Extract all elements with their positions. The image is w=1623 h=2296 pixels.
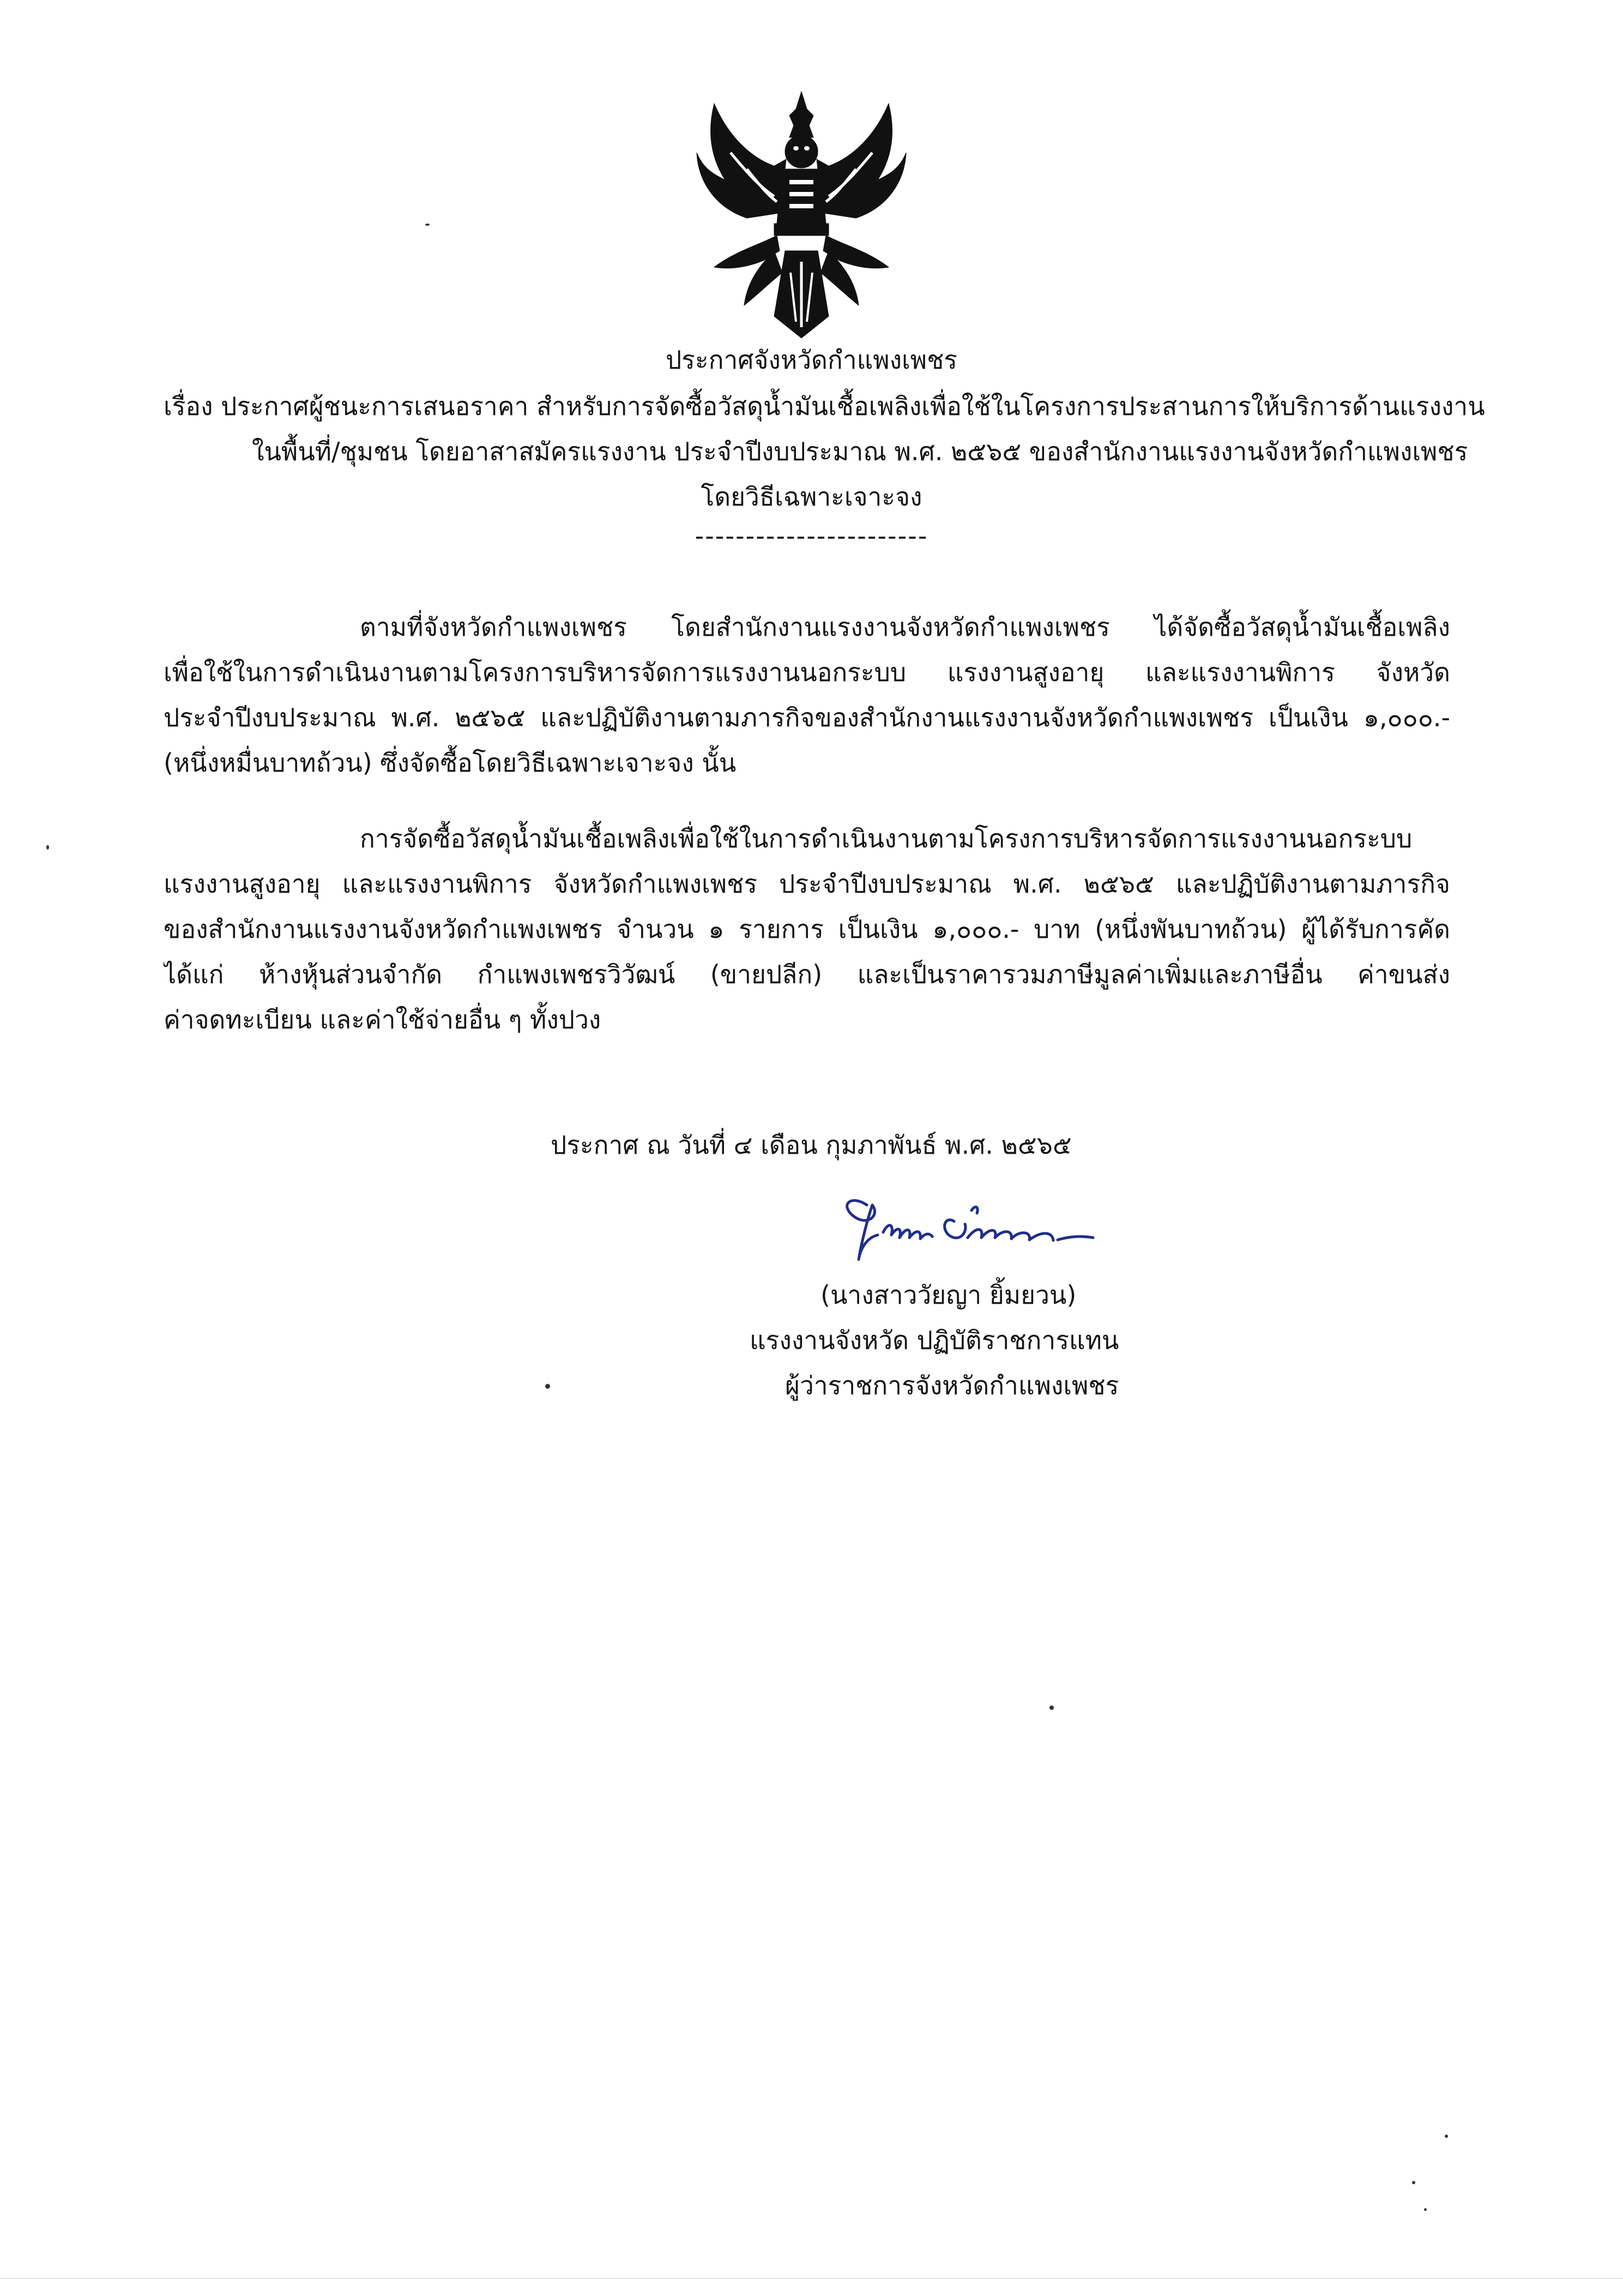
scan-speck [1445, 2135, 1448, 2138]
scan-speck [1049, 1706, 1054, 1710]
garuda-emblem-icon [692, 87, 910, 344]
subject-line: ในพื้นที่/ชุมชน โดยอาสาสมัครแรงงาน ประจำปีงบประมาณ พ.ศ. ๒๕๖๕ ของสำนักงานแรงงานจังหวัดกำแพงเพชร [252, 437, 1468, 466]
signer-position: แรงงานจังหวัด ปฏิบัติราชการแทน [750, 1325, 1119, 1355]
paragraph-line: ของสำนักงานแรงงานจังหวัดกำแพงเพชร จำนวน ๑ รายการ เป็นเงิน ๑,๐๐๐.- บาท (หนึ่งพันบาทถ้วน) ผู้ได้รับการคัด [164, 914, 1450, 944]
signer-name: (นางสาววัยญา ยิ้มยวน) [820, 1280, 1077, 1310]
handwritten-signature [829, 1183, 1123, 1270]
paragraph-line: ได้แก่ ห้างหุ้นส่วนจำกัด กำแพงเพชรวิวัฒน์ (ขายปลีก) และเป็นราคารวมภาษีมูลค่าเพิ่มและภาษีอื่น ค่าขนส่ง [164, 960, 1450, 989]
scan-speck [425, 224, 430, 226]
scan-speck [545, 1384, 550, 1389]
announcement-title: ประกาศจังหวัดกำแพงเพชร [665, 345, 958, 375]
separator-line: ----------------------- [695, 521, 928, 551]
paragraph-line: การจัดซื้อวัสดุน้ำมันเชื้อเพลิงเพื่อใช้ในการดำเนินงานตามโครงการบริหารจัดการแรงงานนอกระบบ [360, 824, 1413, 853]
paragraph-line: ค่าจดทะเบียน และค่าใช้จ่ายอื่น ๆ ทั้งปวง [164, 1005, 601, 1034]
paragraph-line: (หนึ่งหมื่นบาทถ้วน) ซึ่งจัดซื้อโดยวิธีเฉพาะเจาะจง นั้น [164, 748, 737, 778]
announcement-date: ประกาศ ณ วันที่ ๔ เดือน กุมภาพันธ์ พ.ศ. ๒๕๖๕ [551, 1130, 1072, 1160]
paragraph-line: ตามที่จังหวัดกำแพงเพชร โดยสำนักงานแรงงานจังหวัดกำแพงเพชร ได้จัดซื้อวัสดุน้ำมันเชื้อเพลิง [360, 612, 1450, 642]
scan-speck [46, 845, 49, 849]
paragraph-line: แรงงานสูงอายุ และแรงงานพิการ จังหวัดกำแพงเพชร ประจำปีงบประมาณ พ.ศ. ๒๕๖๕ และปฏิบัติงานตามภารกิจ [164, 869, 1450, 899]
paragraph-line: เพื่อใช้ในการดำเนินงานตามโครงการบริหารจัดการแรงงานนอกระบบ แรงงานสูงอายุ และแรงงานพิการ จังหวัด [164, 658, 1450, 687]
page-edge [0, 2278, 1623, 2279]
signer-position: ผู้ว่าราชการจังหวัดกำแพงเพชร [785, 1371, 1119, 1400]
subject-line: โดยวิธีเฉพาะเจาะจง [701, 482, 922, 511]
subject-line: เรื่อง ประกาศผู้ชนะการเสนอราคา สำหรับการจัดซื้อวัสดุน้ำมันเชื้อเพลิงเพื่อใช้ในโครงการประสานการให้บริการด้านแรงงาน [164, 391, 1485, 421]
paragraph-line: ประจำปีงบประมาณ พ.ศ. ๒๕๖๕ และปฏิบัติงานตามภารกิจของสำนักงานแรงงานจังหวัดกำแพงเพชร เป็นเงิน ๑,๐๐๐.- [164, 703, 1450, 732]
scan-speck [1412, 2181, 1415, 2184]
scan-speck [1424, 2208, 1427, 2211]
